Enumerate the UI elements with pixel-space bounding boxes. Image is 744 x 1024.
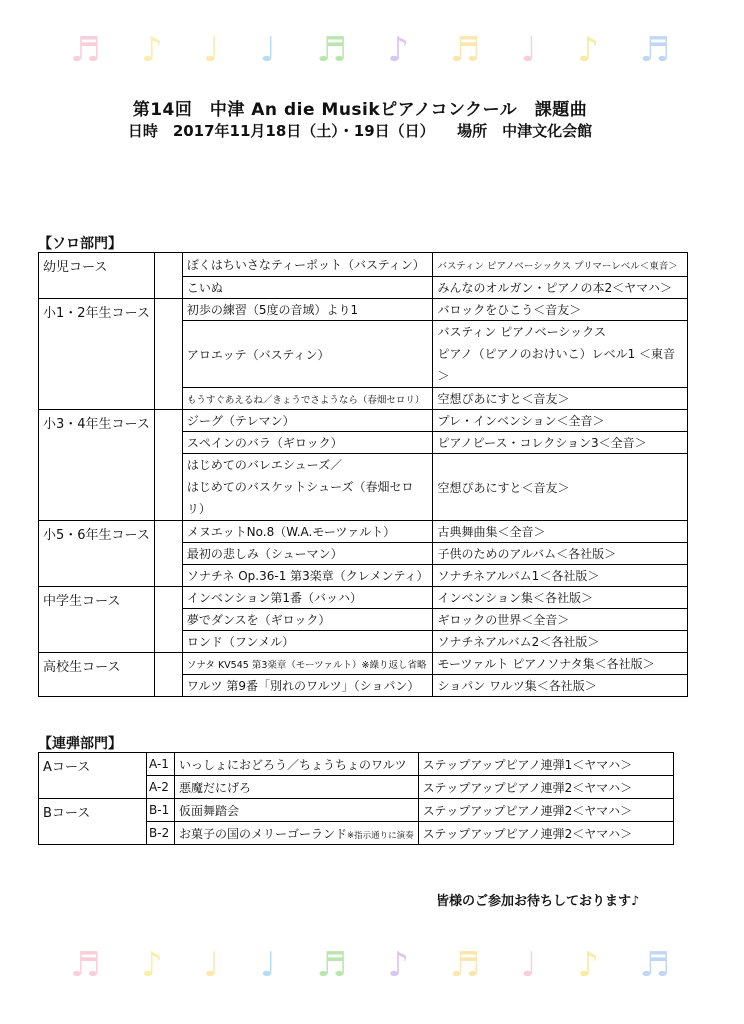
book-title: インベンション集＜各社版＞	[433, 587, 688, 609]
blank-cell	[154, 410, 182, 521]
piece-title: スペインのバラ（ギロック）	[182, 432, 433, 454]
music-note-icon: ♬	[316, 30, 347, 70]
book-title: バスティン ピアノベーシックス プリマーレベル＜東音＞	[433, 253, 688, 277]
blank-cell	[154, 521, 182, 587]
book-title: みんなのオルガン・ピアノの本2＜ヤマハ＞	[433, 277, 688, 299]
piece-title: ジーグ（テレマン）	[182, 410, 433, 432]
music-note-icon: ♪	[577, 30, 599, 70]
table-row	[39, 799, 674, 822]
piece-title: ロンド（フンメル）	[182, 631, 433, 653]
piece-title: インベンション第1番（バッハ）	[182, 587, 433, 609]
solo-section-label: 【ソロ部門】	[38, 236, 122, 252]
duet-table	[38, 752, 674, 845]
blank-cell	[154, 299, 182, 410]
piece-title: こいぬ	[182, 277, 433, 299]
music-note-icon: ♪	[577, 945, 599, 985]
course-name: 高校生コース	[39, 653, 155, 697]
table-row	[39, 653, 688, 675]
course-name: 小3・4年生コース	[39, 410, 155, 521]
music-note-icon: ♬	[316, 945, 347, 985]
blank-cell	[154, 587, 182, 653]
book-title: ピアノピース・コレクション3＜全音＞	[433, 432, 688, 454]
music-note-icon: ♬	[639, 30, 670, 70]
course-name: 中学生コース	[39, 587, 155, 653]
piece-code: A-2	[147, 776, 175, 799]
piece-title-multiline	[182, 454, 433, 521]
piece-title: 悪魔だにげろ	[175, 776, 419, 799]
page-title: 第14回 中津 An die Musikピアノコンクール 課題曲	[132, 100, 588, 120]
decorative-notes-bottom	[70, 940, 670, 990]
piece-title: 仮面舞踏会	[175, 799, 419, 822]
piece-title: ソナタ KV545 第3楽章（モーツァルト）※繰り返し省略	[182, 653, 433, 675]
piece-title: ぼくはちいさなティーポット（バスティン）	[182, 253, 433, 277]
book-title: ステップアップピアノ連弾2＜ヤマハ＞	[418, 799, 673, 822]
piece-title-line: はじめてのバスケットシューズ（春畑セロリ）	[186, 480, 414, 516]
table-row	[39, 253, 688, 277]
piece-code: B-1	[147, 799, 175, 822]
table-row	[39, 753, 674, 776]
book-title: 古典舞曲集＜全音＞	[433, 521, 688, 543]
music-note-icon: ♩	[520, 945, 537, 985]
book-title: バロックをひこう＜音友＞	[433, 299, 688, 321]
course-name: Aコース	[39, 753, 147, 799]
table-row	[39, 299, 688, 321]
book-title: ステップアップピアノ連弾1＜ヤマハ＞	[418, 753, 673, 776]
piece-title: もうすぐあえるね／きょうでさようなら（春畑セロリ）	[182, 388, 433, 410]
music-note-icon: ♪	[141, 945, 163, 985]
book-title-multiline	[433, 321, 688, 388]
piece-code: A-1	[147, 753, 175, 776]
music-note-icon: ♬	[449, 30, 481, 70]
music-note-icon: ♩	[259, 945, 276, 985]
music-note-icon: ♬	[70, 30, 101, 70]
music-note-icon: ♬	[449, 945, 481, 985]
table-row	[39, 587, 688, 609]
solo-table	[38, 252, 688, 697]
book-title: ステップアップピアノ連弾2＜ヤマハ＞	[418, 822, 673, 845]
book-title: 空想ぴあにすと＜音友＞	[433, 388, 688, 410]
blank-cell	[154, 653, 182, 697]
book-title: ギロックの世界＜全音＞	[433, 609, 688, 631]
music-note-icon: ♬	[70, 945, 101, 985]
course-name: 小5・6年生コース	[39, 521, 155, 587]
piece-title: ソナチネ Op.36-1 第3楽章（クレメンティ）	[182, 565, 433, 587]
piece-title: アロエッテ（バスティン）	[182, 321, 433, 388]
book-title: 空想ぴあにすと＜音友＞	[433, 454, 688, 521]
piece-title-with-note	[175, 822, 419, 845]
piece-title: いっしょにおどろう／ちょうちょのワルツ	[175, 753, 419, 776]
blank-cell	[154, 253, 182, 299]
book-title: ソナチネアルバム2＜各社版＞	[433, 631, 688, 653]
music-note-icon: ♪	[387, 945, 410, 985]
piece-note: ※指示通りに演奏	[347, 830, 414, 841]
closing-message: 皆様のご参加お待ちしております♪	[436, 894, 640, 909]
book-title-line: ピアノ（ピアノのおけいこ）レベル1 ＜東音＞	[437, 347, 676, 383]
piece-title: 夢でダンスを（ギロック）	[182, 609, 433, 631]
piece-title-line: はじめてのバレエシューズ／	[186, 458, 343, 472]
music-note-icon: ♩	[203, 945, 220, 985]
book-title: プレ・インベンション＜全音＞	[433, 410, 688, 432]
music-note-icon: ♩	[259, 30, 276, 70]
course-name: 幼児コース	[39, 253, 155, 299]
music-note-icon: ♩	[203, 30, 220, 70]
book-title: モーツァルト ピアノソナタ集＜各社版＞	[433, 653, 688, 675]
book-title: ステップアップピアノ連弾2＜ヤマハ＞	[418, 776, 673, 799]
piece-code: B-2	[147, 822, 175, 845]
piece-title: お菓子の国のメリーゴーランド	[179, 826, 348, 841]
duet-section-label: 【連弾部門】	[38, 736, 122, 752]
music-note-icon: ♩	[520, 30, 537, 70]
table-row	[39, 410, 688, 432]
piece-title: 最初の悲しみ（シューマン）	[182, 543, 433, 565]
music-note-icon: ♪	[387, 30, 410, 70]
decorative-notes-top	[70, 25, 670, 75]
book-title: 子供のためのアルバム＜各社版＞	[433, 543, 688, 565]
book-title: ショパン ワルツ集＜各社版＞	[433, 675, 688, 697]
piece-title: ワルツ 第9番「別れのワルツ」（ショパン）	[182, 675, 433, 697]
book-title-line: バスティン ピアノベーシックス	[437, 325, 607, 339]
table-row	[39, 521, 688, 543]
piece-title: 初歩の練習（5度の音域）より1	[182, 299, 433, 321]
event-date-venue: 日時 2017年11月18日（土）・19日（日） 場所 中津文化会館	[127, 122, 593, 140]
book-title: ソナチネアルバム1＜各社版＞	[433, 565, 688, 587]
piece-title: メヌエットNo.8（W.A.モーツァルト）	[182, 521, 433, 543]
music-note-icon: ♬	[639, 945, 670, 985]
course-name: Bコース	[39, 799, 147, 845]
music-note-icon: ♪	[141, 30, 163, 70]
course-name: 小1・2年生コース	[39, 299, 155, 410]
